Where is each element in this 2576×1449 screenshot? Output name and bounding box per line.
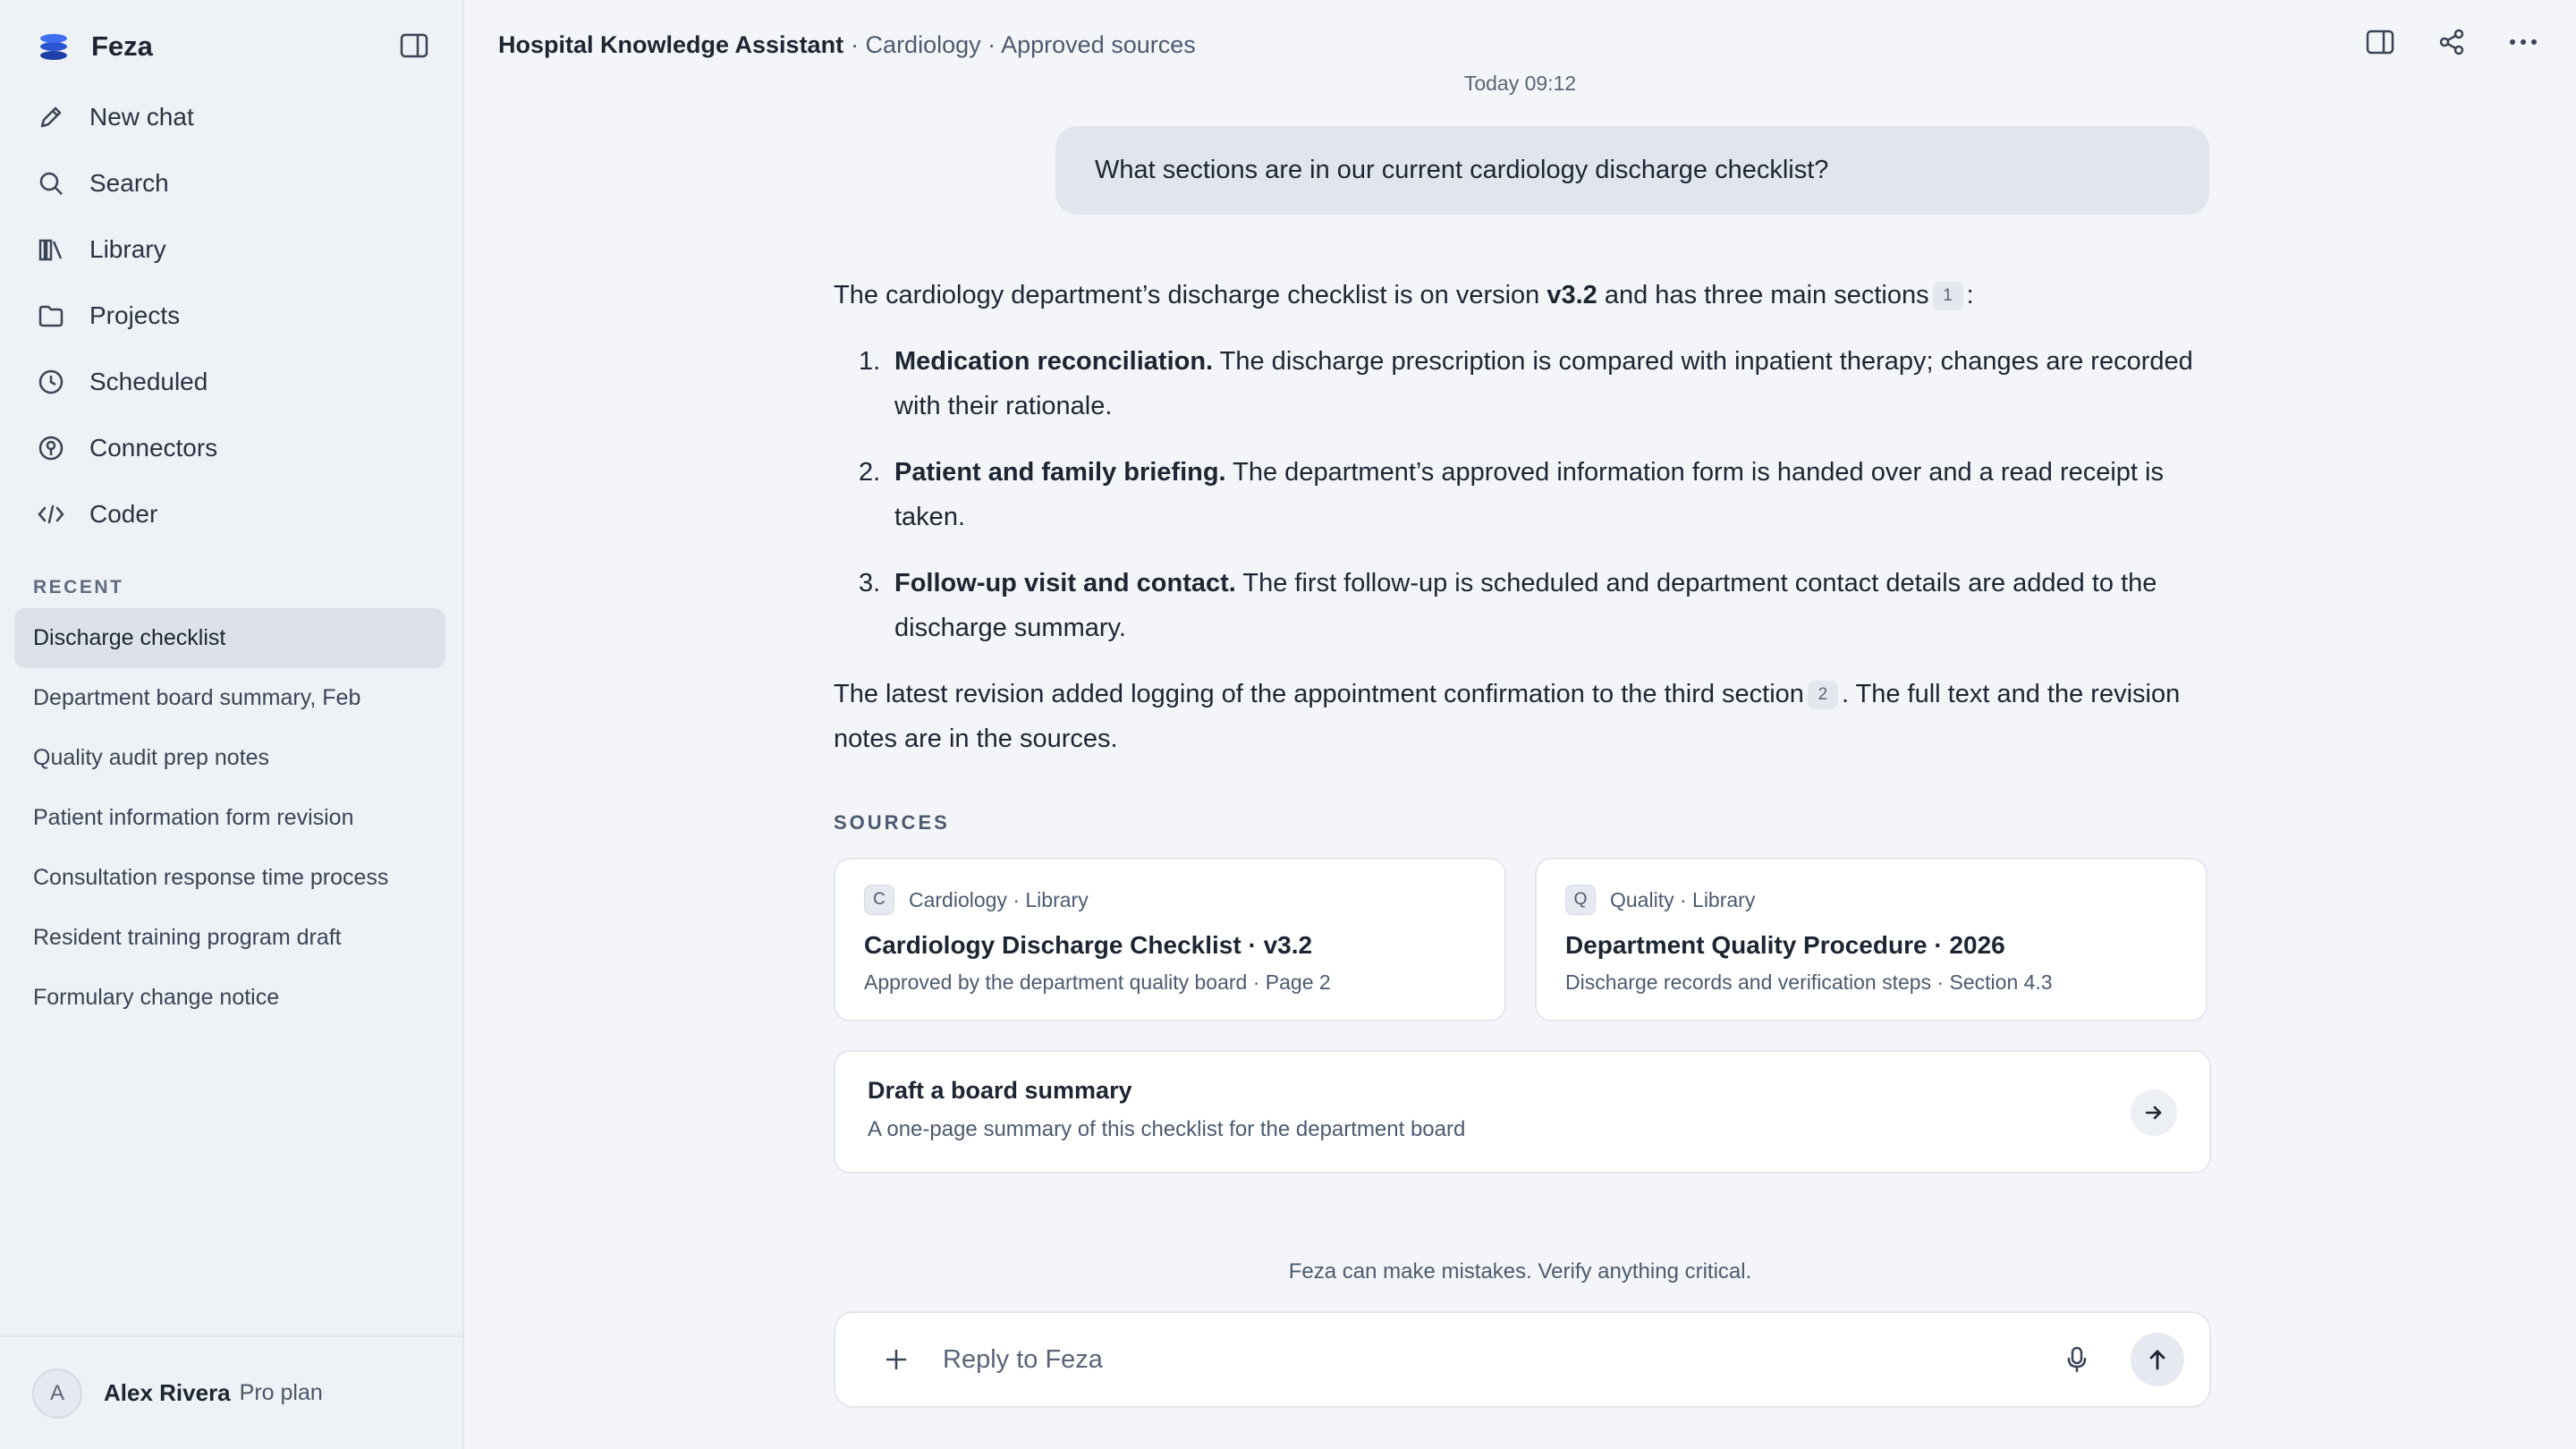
user-message-text: What sections are in our current cardiology discharge checklist? — [1095, 156, 1829, 184]
source-location: Cardiology · Library — [909, 887, 1089, 911]
assistant-title: Hospital Knowledge Assistant — [498, 30, 844, 58]
list-item — [834, 561, 2211, 650]
source-badge: Q — [1565, 885, 1596, 915]
more-options-button[interactable] — [2506, 25, 2540, 59]
source-card[interactable] — [834, 858, 1506, 1021]
assistant-message — [834, 273, 2211, 761]
recent-chat-item[interactable]: Department board summary, Feb — [33, 685, 361, 710]
suggestion-go-button[interactable] — [2131, 1089, 2177, 1136]
list-item-text: The discharge prescription is compared with inpatient therapy; changes are recorded with their rationale. — [894, 347, 2193, 420]
sidebar-toggle-icon — [400, 33, 428, 58]
side-panel-button[interactable] — [2363, 25, 2397, 59]
answer-text: The cardiology department’s discharge checklist is on version — [834, 281, 1547, 309]
suggestion-card[interactable] — [834, 1050, 2211, 1174]
plus-icon — [885, 1348, 908, 1371]
header-actions — [2363, 25, 2540, 59]
source-description: Discharge records and verification steps · Section 4.3 — [1565, 970, 2053, 994]
citation-badge[interactable]: 2 — [1808, 681, 1838, 709]
answer-outro — [834, 672, 2211, 761]
side-panel-icon — [2366, 30, 2394, 55]
suggestion-description: A one-page summary of this checklist for the department board — [868, 1117, 1466, 1141]
suggestion-title: Draft a board summary — [868, 1077, 1132, 1104]
arrow-up-icon — [2147, 1348, 2168, 1371]
sidebar-item-label: Coder — [89, 500, 158, 528]
share-icon — [2437, 28, 2466, 56]
answer-text: : — [1966, 281, 1974, 309]
sidebar-item-label: Projects — [89, 301, 181, 329]
recent-chat-item[interactable]: Resident training program draft — [33, 925, 342, 950]
recent-chat-item[interactable]: Patient information form revision — [33, 805, 354, 830]
sidebar-item-connectors[interactable] — [14, 415, 449, 481]
sidebar-item-projects[interactable] — [14, 283, 449, 349]
sidebar-item-label: Connectors — [89, 434, 218, 462]
list-item-text: The department’s approved information form is handed over and a read receipt is taken. — [894, 458, 2164, 531]
source-title: Department Quality Procedure · 2026 — [1565, 931, 2005, 959]
list-item-title: Patient and family briefing. — [894, 458, 1226, 487]
list-number: 2. — [859, 458, 881, 487]
message-composer — [834, 1311, 2211, 1408]
source-card[interactable] — [1535, 858, 2207, 1021]
more-icon — [2509, 38, 2538, 46]
sidebar-item-label: New chat — [89, 103, 194, 131]
list-number: 3. — [859, 569, 881, 597]
message-timestamp: Today 09:12 — [1463, 72, 1577, 95]
search-icon — [36, 168, 66, 199]
sources-label: SOURCES — [834, 811, 950, 834]
source-description: Approved by the department quality board · Page 2 — [864, 970, 1331, 994]
sidebar-item-library[interactable] — [14, 216, 449, 283]
list-item-text: The first follow-up is scheduled and department contact details are added to the discharge summary. — [894, 569, 2157, 642]
code-icon — [36, 499, 66, 530]
library-icon — [36, 234, 66, 265]
folder-icon — [36, 301, 66, 331]
source-title: Cardiology Discharge Checklist · v3.2 — [864, 931, 1313, 959]
sidebar — [0, 0, 464, 1449]
sidebar-item-search[interactable] — [14, 150, 449, 216]
avatar: A — [32, 1368, 82, 1419]
list-number: 1. — [859, 347, 881, 376]
checklist-sections — [834, 339, 2211, 650]
reply-input[interactable] — [943, 1345, 2059, 1375]
send-button[interactable] — [2131, 1333, 2184, 1386]
answer-text: . The full text and the revision notes are in the sources. — [834, 680, 2181, 753]
assistant-context: · Cardiology · Approved sources — [851, 30, 1196, 58]
sidebar-nav — [14, 84, 449, 547]
sidebar-item-coder[interactable] — [14, 481, 449, 547]
source-location: Quality · Library — [1610, 887, 1756, 911]
source-meta — [864, 885, 1476, 915]
connector-icon — [36, 433, 66, 463]
attach-button[interactable] — [878, 1342, 914, 1377]
sidebar-item-label: Scheduled — [89, 368, 208, 395]
disclaimer: Feza can make mistakes. Verify anything critical. — [1288, 1259, 1752, 1284]
answer-text: The latest revision added logging of the appointment confirmation to the third section — [834, 680, 1804, 708]
recent-chat-item[interactable]: Formulary change notice — [33, 985, 280, 1010]
recent-chats-list — [14, 608, 445, 1028]
source-meta — [1565, 885, 2177, 915]
app-name: Feza — [91, 30, 153, 62]
voice-input-button[interactable] — [2059, 1342, 2095, 1377]
answer-intro — [834, 273, 2211, 318]
sidebar-item-label: Library — [89, 235, 166, 263]
collapse-sidebar-button[interactable] — [397, 29, 431, 63]
list-item — [834, 339, 2211, 428]
recent-chat-item[interactable]: Consultation response time process — [33, 865, 389, 890]
app-logo-icon — [36, 29, 72, 64]
arrow-right-icon — [2144, 1103, 2164, 1123]
microphone-icon — [2066, 1346, 2088, 1373]
citation-badge[interactable]: 1 — [1933, 282, 1963, 310]
user-message — [1055, 126, 2209, 215]
recent-chat-item[interactable]: Quality audit prep notes — [33, 745, 270, 770]
user-plan: Pro plan — [239, 1380, 323, 1405]
clock-icon — [36, 367, 66, 397]
list-item — [834, 450, 2211, 539]
list-item-title: Medication reconciliation. — [894, 347, 1214, 376]
recent-section-label: RECENT — [33, 577, 124, 597]
user-name: Alex Rivera — [104, 1379, 231, 1406]
sidebar-item-new-chat[interactable] — [14, 84, 449, 150]
pencil-icon — [36, 102, 66, 132]
answer-text: and has three main sections — [1597, 281, 1929, 309]
chat-main — [464, 0, 2576, 1449]
sidebar-item-label: Search — [89, 169, 169, 197]
recent-chat-item[interactable]: Discharge checklist — [14, 608, 445, 668]
share-button[interactable] — [2435, 25, 2469, 59]
user-profile[interactable] — [0, 1335, 464, 1449]
sidebar-item-scheduled[interactable] — [14, 349, 449, 415]
version-highlight: v3.2 — [1546, 281, 1597, 309]
brand[interactable] — [36, 27, 153, 66]
chat-header — [498, 27, 1196, 63]
source-badge: C — [864, 885, 894, 915]
list-item-title: Follow-up visit and contact. — [894, 569, 1236, 597]
